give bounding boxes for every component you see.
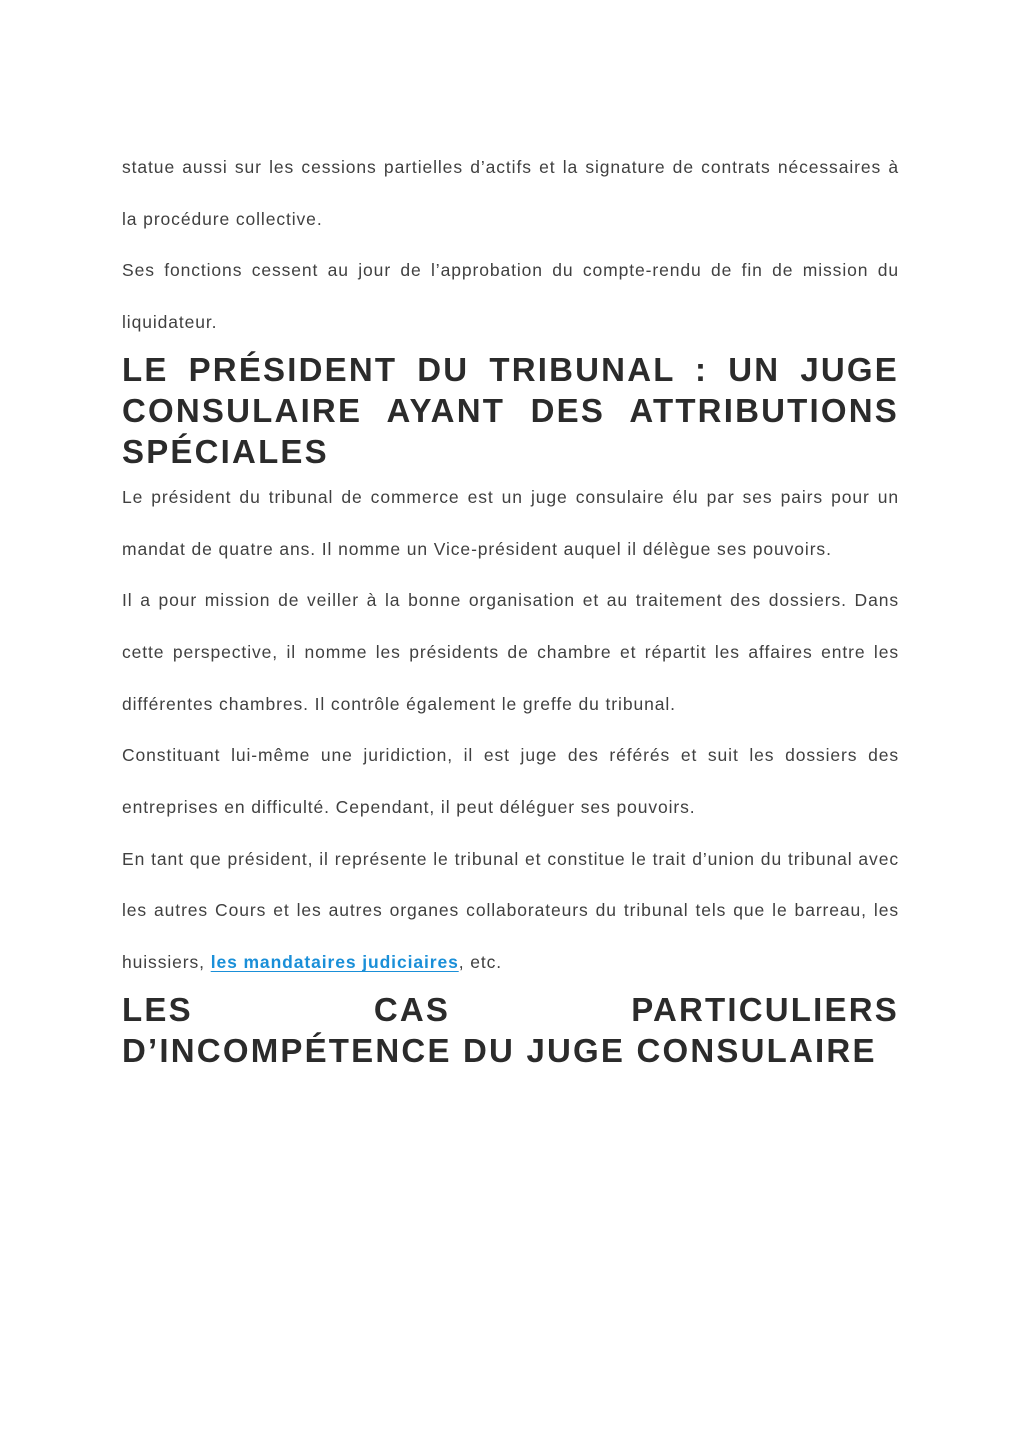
paragraph-cessions: statue aussi sur les cessions partielles d’actifs et la signature de contrats nécessaires à la procédure collective. [122, 157, 899, 229]
paragraph-fonctions: Ses fonctions cessent au jour de l’approbation du compte-rendu de fin de mission du liquidateur. [122, 260, 899, 333]
heading-president-tribunal: LE PRÉSIDENT DU TRIBUNAL : UN JUGE CONSULAIRE AYANT DES ATTRIBUTIONS SPÉCIALES [122, 350, 899, 470]
paragraph-representation [122, 834, 899, 989]
paragraph-representation-end: , etc. [458, 952, 503, 973]
document-page [122, 142, 899, 1071]
paragraph-president-elu: Le président du tribunal de commerce est un juge consulaire élu par ses pairs pour un mandat de quatre ans. Il nomme un Vice-président auquel il délègue ses pouvoirs. [122, 486, 899, 559]
paragraph-juridiction: Constituant lui-même une juridiction, il est juge des référés et suit les dossiers des entreprises en difficulté. Cependant, il peut déléguer ses pouvoirs. [122, 745, 899, 818]
mandataires-judiciaires-link[interactable]: les mandataires judiciaires [210, 952, 459, 973]
paragraph-representation-text: En tant que président, il représente le tribunal et constitue le trait d’union du tribunal avec les autres Cours et les autres organes collaborateurs du tribunal tels que le barreau, les huissiers, [122, 848, 899, 973]
heading-cas-incompetence: LES CAS PARTICULIERS D’INCOMPÉTENCE DU JUGE CONSULAIRE [122, 990, 899, 1069]
paragraph-mission: Il a pour mission de veiller à la bonne organisation et au traitement des dossiers. Dans cette perspective, il nomme les présidents de chambre et répartit les affaires entre les différentes chambres. Il contrôle également le greffe du tribunal. [122, 590, 899, 714]
